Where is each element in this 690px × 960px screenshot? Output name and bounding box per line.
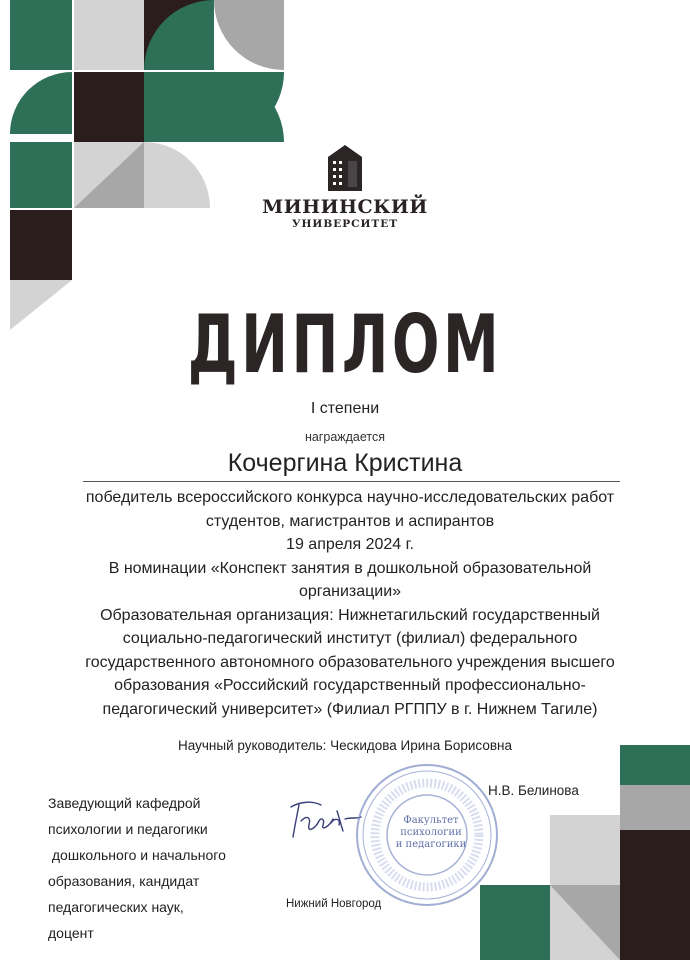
body-line: победитель всероссийского конкурса научно-исследовательских работ: [85, 489, 615, 506]
awarded-label: награждается: [304, 430, 386, 444]
body-line: 19 апреля 2024 г.: [286, 536, 414, 553]
diploma-title: ДИПЛОМ: [187, 298, 503, 391]
body-line: государственного автономного образовательного учреждения высшего: [85, 653, 615, 671]
position-line: психологии и педагогики: [48, 821, 208, 837]
name-underline: [83, 481, 620, 482]
body-line: студентов, магистрантов и аспирантов: [205, 512, 495, 530]
logo-text-line2: УНИВЕРСИТЕТ: [291, 218, 399, 230]
body-line: педагогический университет» (Филиал РГППУ в г. Нижнем Тагиле): [102, 700, 598, 718]
body-line: Образовательная организация: Нижнетагильский государственный: [100, 606, 600, 624]
diploma-body: [20, 486, 680, 721]
stamp-text-line: и педагогики: [395, 839, 467, 850]
university-logo: [250, 145, 440, 231]
body-line: образования «Российский государственный профессионально-: [114, 677, 586, 694]
body-line: социально-педагогический институт (филиал) федерального: [122, 630, 578, 647]
body-line: В номинации «Конспект занятия в дошкольной образовательной: [108, 559, 592, 577]
position-line: доцент: [48, 925, 94, 941]
body-line: организации»: [298, 583, 402, 600]
position-line: педагогических наук,: [48, 899, 184, 915]
position-line: образования, кандидат: [48, 873, 200, 889]
stamp-text-line: психологии: [400, 827, 462, 838]
logo-text-line1: МИНИНСКИЙ: [262, 196, 428, 218]
university-tower-icon: [328, 145, 362, 191]
position-line: дошкольного и начального: [48, 847, 226, 863]
stamp-text: [376, 815, 486, 851]
position-line: Заведующий кафедрой: [48, 795, 201, 811]
signatory-name: Н.В. Белинова: [488, 783, 579, 798]
recipient-name: Кочергина Кристина: [227, 449, 463, 477]
diploma-degree: I степени: [310, 400, 380, 417]
signatory-position: [48, 790, 226, 946]
stamp-text-line: Факультет: [403, 815, 459, 826]
city-label: Нижний Новгород: [286, 898, 382, 910]
decorative-pattern-bottom: [480, 745, 690, 960]
supervisor-line: Научный руководитель: Ческидова Ирина Борисовна: [178, 738, 512, 753]
